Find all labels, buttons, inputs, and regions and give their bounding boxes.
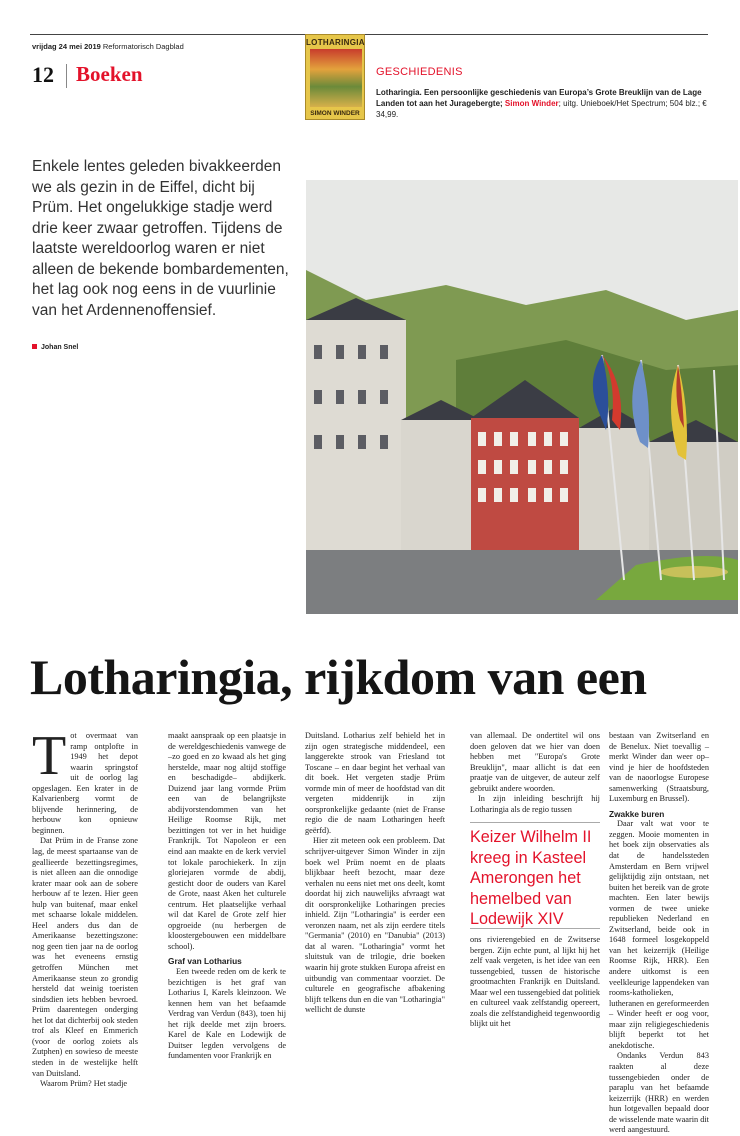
article-column-4-top <box>470 731 600 815</box>
book-info <box>376 87 708 120</box>
cover-title: LOTHARINGIA <box>306 38 365 47</box>
book-author: Simon Winder <box>504 99 559 108</box>
paragraph: ot overmaat van ramp ontplofte in 1949 het depot waarin springstof uit de oorlog lag opgeslagen. Een krater in de Kalvarienberg vormt de blijvende herinnering, de herbouw kon opnieuw beginnen. <box>32 731 138 835</box>
article-column-5 <box>609 731 709 1136</box>
paragraph: Daar valt wat voor te zeggen. Mooie momenten in het boek zijn observaties als dat de handelssteden Amsterdam en Bern vrijwel gelijktijdig zijn ontstaan, net buiten het bereik van de grote machten. Een later bewijs vormen de twee unieke republieken Nederland en Zwitserland, beide ook in 1648 formeel losgekoppeld van het keizerrijk (Heilige Roomse Rijk, HRR). Een andere uitkomst is een veelkleurige lappendeken van rooms-katholieken, lutheranen en gereformeerden – Winder heeft er oog voor, maar zijn religiegeschiedenis blijft beperkt tot het anekdotische. <box>609 819 709 1050</box>
article-photo <box>306 180 738 614</box>
paragraph: Duitsland. Lotharius zelf behield het in zijn ogen strategische middendeel, een langgerekte strook van Friesland tot Toscane – en daar begint het verhaal van dit boek. Het vergeten stadje Prüm vormde min of meer de hoofdstad van dit vergeten middenrijk in zijn oorspronkelijke gedaante (niet de Franse regio die de naam Lotharingen heeft geërfd). <box>305 731 445 835</box>
book-cover <box>305 34 365 120</box>
intro-text: Enkele lentes geleden bivakkeerden we als gezin in de Eiffel, dicht bij Prüm. Het ongelukkige stadje werd drie keer zwaar getroffen. Tijdens de laatste wereldoorlog waren er niet alleen de bekende bombardementen, het lag ook nog eens in de vuurlinie van het Ardennenoffensief. <box>32 158 289 319</box>
paragraph: Ondanks Verdun 843 raakten al deze tussengebieden onder de paraplu van het befaamde keizerrijk (HRR) en werden hun lotgevallen bepaald door de wisselende mate waarin dit werd aangestuurd. <box>609 1051 709 1135</box>
subheading: Graf van Lotharius <box>168 956 242 967</box>
paragraph: ons rivierengebied en de Zwitserse bergen. Zijn echte punt, al lijkt hij het zelf vaak vergeten, is het idee van een tussengebied, tussen de historische grootmachten Frankrijk en Duitsland. Maar wel een tussengebied dat politiek en cultureel vaak zelfstandig opereert, zoals die zelfstandigheid tegenwoordig blijkt uit het <box>470 935 600 1029</box>
paragraph: Dat Prüm in de Franse zone lag, de meest spartaanse van de geallieerde bezettingsregimes, is niet alleen aan die onnodige krater maar ook aan de sobere herbouw af te lezen. Hier geen hulp van buitenaf, maar enkel met schaarse lokale middelen. Heel anders dus dan de Amerikaanse bezettingszone: nog geen tien jaar na de oorlog was het eveneens ernstig getroffen München met Amerikaanse steun zo grondig hersteld dat weinig toeristen sindsdien iets hebben bevroed. Prüm daarentegen onderging het lot dat dichterbij ook steden trof als Kleef en Emmerich (voor de oorlog zoiets als Zutphen) en sowieso de meeste steden in de westelijke helft van Duitsland. <box>32 836 138 1078</box>
paragraph: Een tweede reden om de kerk te bezichtigen is het graf van Lotharius I, Karels kleinzoon. We kennen hem van het befaamde Verdrag van Verdun (843), toen hij het rijk deelde met zijn broers. Karel de Kale en Lodewijk de Duitser legden vervolgens de fundamenten voor Frankrijk en <box>168 967 286 1061</box>
paragraph: maakt aanspraak op een plaatsje in de wereldgeschiedenis vanwege de –zo goed en zo kwaad als het ging herstelde, maar nog altijd stoffige en beschadigde– abdijkerk. Duizend jaar lang vormde Prüm een van de belangrijkste abdijvorstendommen van het Heilige Roomse Rijk, met bezittingen tot ver in het huidige Frankrijk. Tot Napoleon er een eind aan maakte en de kerk verviel tot lokale parochiekerk. In zijn gloriejaren vormde de abdij, gesticht door de ouders van Karel de Grote, naast Aken het culturele centrum. Het plaatselijke verhaal wil dat Karel de Grote zelf hier opgroeide (nu herbergen de kloostergebouwen een middelbare school). <box>168 731 286 951</box>
subheading: Zwakke buren <box>609 808 665 819</box>
date: vrijdag 24 mei 2019 <box>32 42 101 51</box>
pull-quote: Keizer Wilhelm II kreeg in Kasteel Amerongen het hemelbed van Lodewijk XIV <box>470 822 600 930</box>
drop-cap: T <box>32 725 67 787</box>
newspaper-name: Reformatorisch Dagblad <box>102 42 184 51</box>
paragraph: Waarom Prüm? Het stadje <box>40 1079 128 1089</box>
paragraph: bestaan van Zwitserland en de Benelux. Niet toevallig –merkt Winder dan weer op– vind je hier de hoofdsteden van de naoorlogse Europese samenwerking (Straatsburg, Luxemburg en Brussel). <box>609 731 709 804</box>
photo-prum-abbey <box>306 180 738 614</box>
dateline <box>32 42 184 51</box>
page-number: 12 <box>32 62 54 87</box>
book-publisher: ; uitg. Unieboek/Het Spectrum; 504 blz.; € 34,99. <box>376 99 707 119</box>
article-column-1 <box>32 725 138 1090</box>
book-category: GESCHIEDENIS <box>376 66 463 78</box>
article-column-4-bottom <box>470 935 600 1030</box>
book-title: Lotharingia. Een persoonlijke geschiedenis van Europa’s Grote Breuklijn van de Lage Landen tot aan het Juragebergte; <box>376 88 702 108</box>
paragraph: In zijn inleiding beschrijft hij Lotharingia als de regio tussen <box>470 794 600 814</box>
top-rule <box>30 34 708 35</box>
author-byline <box>32 344 78 351</box>
author-name: Johan Snel <box>41 344 79 351</box>
cover-author: SIMON WINDER <box>310 110 360 117</box>
byline-marker <box>32 344 37 349</box>
page-separator <box>66 64 67 88</box>
cover-illustration <box>310 49 362 107</box>
article-column-3 <box>305 731 445 1016</box>
paragraph: van allemaal. De ondertitel wil ons doen geloven dat we hier van doen hebben met "Europa's Grote Breuklijn", maar allicht is dat een praatje van de uitgever, de auteur zelf gebruikt andere woorden. <box>470 731 600 793</box>
section-title: Boeken <box>76 62 143 86</box>
pull-quote-rule <box>470 928 600 929</box>
article-column-2 <box>168 731 286 1062</box>
paragraph: Hier zit meteen ook een probleem. Dat schrijver-uitgever Simon Winder in zijn boek wel Prüm noemt en de plaats blijkbaar heeft bezocht, maar deze verhalen nu eens niet met ons deelt, komt doordat hij zich nauwelijks afvraagt wat dit oorspronkelijke Lotharingen precies inhield. Zijn "Lotharingia" is eerder een veronzen naam, net als zijn eerdere titels "Germania" (2010) en "Danubia" (2013) dat al waren. "Lotharingia" vormt het sluitstuk van de trilogie, drie boeken waarin hij grote stukken Europa afreist en uitbundig van commentaar voorziet. De culturele en geografische afbakening blijft telkens dun en die van "Lotharingia" wellicht de dunste <box>305 836 445 1015</box>
article-headline: Lotharingia, rijkdom van een <box>30 649 647 705</box>
